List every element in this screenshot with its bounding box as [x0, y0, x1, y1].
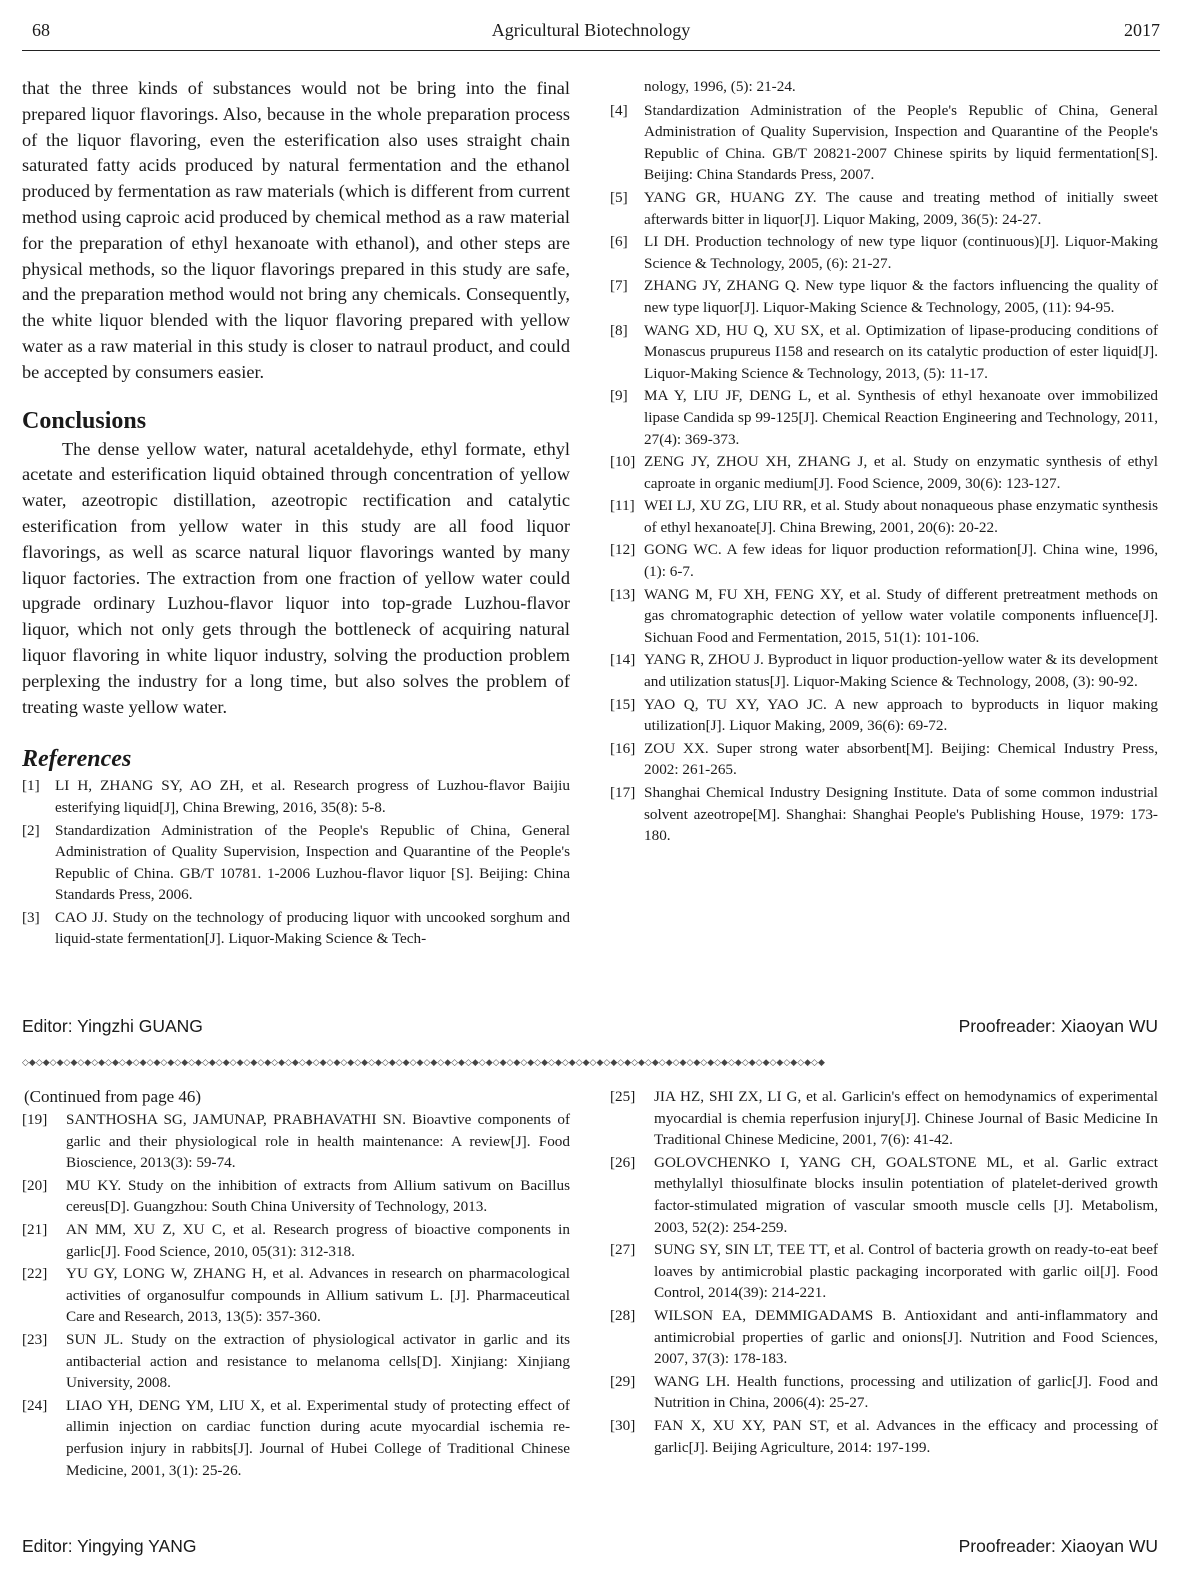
- reference-number: [20]: [22, 1176, 48, 1194]
- bottom-right-column: [610, 1086, 1158, 1459]
- bottom-left-column: [22, 1086, 570, 1482]
- reference-number: [17]: [610, 784, 636, 801]
- top-right-column: [610, 76, 1158, 848]
- reference-item: [610, 385, 1158, 450]
- reference-text: WILSON EA, DEMMIGADAMS B. Antioxidant and anti-inflammatory and antimicrobial properties of garlic and onions[J]. Nutrition and Food Sciences, 2007, 37(3): 178-183.: [654, 1306, 1158, 1368]
- reference-item: [22, 820, 570, 906]
- reference-number: [7]: [610, 277, 628, 295]
- reference-number: [2]: [22, 821, 40, 839]
- reference-number: [19]: [22, 1111, 48, 1128]
- reference-item: [610, 1415, 1158, 1458]
- editor-credits-top: [22, 1016, 1158, 1038]
- body-paragraph: that the three kinds of substances would not be bring into the final prepared liquor flavorings. Also, because in the whole preparation process of the liquor flavoring, even the esterification also uses straight chain saturated fatty acids produced by natural fermentation and the ethanol produced by fermentation as raw materials (which is different from current method using caproic acid produced by chemical method as a raw material for the preparation of ethyl hexanoate with ethanol), and other steps are physical methods, so the liquor flavorings prepared in this study are safe, and the preparation method would not bring any chemicals. Consequently, the white liquor blended with the liquor flavoring prepared with yellow water as a raw material in this study is closer to natraul product, and could be accepted by consumers easier.: [22, 78, 570, 382]
- reference-number: [27]: [610, 1241, 636, 1259]
- editor-credits-bottom: [22, 1536, 1158, 1558]
- reference-text: LI H, ZHANG SY, AO ZH, et al. Research progress of Luzhou-flavor Baijiu esterifying liquid[J], China Brewing, 2016, 35(8): 5-8.: [55, 777, 570, 816]
- reference-text: YANG GR, HUANG ZY. The cause and treating method of initially sweet afterwards bitter in liquor[J]. Liquor Making, 2009, 36(5): 24-27.: [644, 188, 1158, 228]
- reference-number: [12]: [610, 541, 636, 559]
- reference-item: [610, 495, 1158, 538]
- reference-number: [23]: [22, 1330, 48, 1348]
- reference-item: [610, 738, 1158, 781]
- reference-text: WANG LH. Health functions, processing and utilization of garlic[J]. Food and Nutrition in China, 2006(4): 25-27.: [654, 1372, 1158, 1412]
- reference-text: Shanghai Chemical Industry Designing Institute. Data of some common industrial solvent azeotrope[M]. Shanghai: Shanghai People's Publishing House, 1979: 173-180.: [644, 784, 1158, 845]
- reference-text: MU KY. Study on the inhibition of extracts from Allium sativum on Bacillus cereus[D]. Guangzhou: South China University of Technology, 2013.: [66, 1176, 570, 1216]
- reference-text: GONG WC. A few ideas for liquor production reformation[J]. China wine, 1996, (1): 6-7.: [644, 541, 1158, 581]
- reference-text: SUNG SY, SIN LT, TEE TT, et al. Control of bacteria growth on ready-to-eat beef loaves by antimicrobial plastic packaging incorporated with garlic oil[J]. Food Control, 2014(39): 214-221.: [654, 1241, 1158, 1302]
- section-divider: ◇◆◇◆◇◆◇◆◇◆◇◆◇◆◇◆◇◆◇◆◇◆◇◆◇◆◇◆◇◆◇◆◇◆◇◆◇◆◇◆◇◆◇◆◇◆◇◆◇◆◇◆◇◆◇◆◇◆◇◆◇◆◇◆◇◆◇◆◇◆◇◆◇◆◇◆◇◆◇◆◇◆◇◆◇◆◇◆◇◆◇◆◇◆◇◆◇◆◇◆◇◆◇◆◇◆◇◆◇◆◇◆◇◆◇◆: [22, 1058, 825, 1068]
- reference-item: [610, 649, 1158, 692]
- reference-text: JIA HZ, SHI ZX, LI G, et al. Garlicin's effect on hemodynamics of experimental myocardial is chemia reperfusion injury[J]. Chinese Journal of Basic Medicine In Traditional Chinese Medicine, 2001, 7(6): 41-42.: [654, 1088, 1158, 1149]
- editor-name: Editor: Yingying YANG: [22, 1536, 197, 1556]
- reference-item: [22, 1395, 570, 1481]
- reference-text: WANG XD, HU Q, XU SX, et al. Optimization of lipase-producing conditions of Monascus prupureus I158 and research on its catalytic production of ester liquid[J]. Liquor-Making Science & Technology, 2013, (5): 11-17.: [644, 321, 1158, 382]
- publication-year: 2017: [1124, 20, 1160, 40]
- reference-text: SUN JL. Study on the extraction of physiological activator in garlic and its antibacterial action and resistance to melanoma cells[D]. Xinjiang: Xinjiang University, 2008.: [66, 1330, 570, 1392]
- reference-list: [22, 1109, 570, 1481]
- reference-number: [28]: [610, 1306, 636, 1324]
- conclusions-heading: Conclusions: [22, 407, 147, 434]
- reference-text: LIAO YH, DENG YM, LIU X, et al. Experimental study of protecting effect of allimin injection on cardiac function during acute myocardial ischemia re-perfusion injury in rabbits[J]. Journal of Hubei College of Traditional Chinese Medicine, 2001, 3(1): 25-26.: [66, 1396, 570, 1479]
- editor-name: Editor: Yingzhi GUANG: [22, 1016, 203, 1036]
- proofreader-name: Proofreader: Xiaoyan WU: [958, 1536, 1158, 1556]
- reference-number: [10]: [610, 453, 636, 471]
- reference-item: [610, 231, 1158, 274]
- reference-item: [610, 694, 1158, 737]
- reference-item: [22, 1175, 570, 1218]
- reference-item: [610, 100, 1158, 186]
- reference-item: [22, 907, 570, 950]
- reference-number: [1]: [22, 777, 40, 795]
- reference-number: [30]: [610, 1416, 636, 1434]
- reference-item: [610, 1152, 1158, 1238]
- reference-text: LI DH. Production technology of new type liquor (continuous)[J]. Liquor-Making Science & Technology, 2005, (6): 21-27.: [644, 233, 1158, 272]
- reference-item: [610, 1305, 1158, 1370]
- reference-item: [610, 187, 1158, 230]
- reference-text: Standardization Administration of the People's Republic of China, General Administration of Quality Supervision, Inspection and Quarantine of the People's Republic of China. GB/T 10781. 1-2006 Luzhou-flavor liquor [S]. Beijing: China Standards Press, 2006.: [55, 821, 570, 904]
- reference-text: Standardization Administration of the People's Republic of China, General Administration of Quality Supervision, Inspection and Quarantine of the People's Republic of China. GB/T 20821-2007 Chinese spirits by liquid fermentation[S]. Beijing: China Standards Press, 2007.: [644, 101, 1158, 184]
- reference-text: CAO JJ. Study on the technology of producing liquor with uncooked sorghum and liquid-state fermentation[J]. Liquor-Making Science & Tech-: [55, 908, 570, 948]
- reference-text: GOLOVCHENKO I, YANG CH, GOALSTONE ML, et al. Garlic extract methylallyl thiosulfinate blocks insulin potentiation of platelet-derived growth factor-stimulated migration of vascular smooth muscle cells [J]. Metabolism, 2003, 52(2): 254-259.: [654, 1153, 1158, 1236]
- reference-item: [610, 584, 1158, 649]
- reference-number: [24]: [22, 1396, 48, 1414]
- reference-item: [610, 275, 1158, 318]
- reference-number: [26]: [610, 1153, 636, 1171]
- reference-list: [22, 775, 570, 950]
- reference-number: [8]: [610, 321, 628, 339]
- reference-text: YANG R, ZHOU J. Byproduct in liquor production-yellow water & its development and utilization status[J]. Liquor-Making Science & Technology, 2008, (3): 90-92.: [644, 651, 1158, 691]
- conclusions-text: The dense yellow water, natural acetaldehyde, ethyl formate, ethyl acetate and esterification liquid obtained through concentration of yellow water, azeotropic distillation, azeotropic rectification and catalytic esterification from yellow water in this study are all food liquor flavorings, as well as scarce natural liquor flavorings wanted by many liquor factories. The extraction from one fraction of yellow water could upgrade ordinary Luzhou-flavor liquor into top-grade Luzhou-flavor liquor, which not only gets through the bottleneck of acquiring natural liquor flavoring in white liquor industry, solving the production problem perplexing the industry for a long time, but also solves the problem of treating waste yellow water.: [22, 438, 570, 717]
- continued-note: (Continued from page 46): [24, 1087, 202, 1106]
- reference-text: WEI LJ, XU ZG, LIU RR, et al. Study about nonaqueous phase enzymatic synthesis of ethyl hexanoate[J]. China Brewing, 2001, 20(6): 20-22.: [644, 497, 1158, 536]
- reference-item: [610, 1371, 1158, 1414]
- page-number: 68: [32, 20, 50, 40]
- reference-item: [22, 775, 570, 818]
- reference-item: [610, 1086, 1158, 1151]
- reference-item: [22, 1329, 570, 1394]
- reference-number: [5]: [610, 188, 628, 206]
- reference-text: SANTHOSHA SG, JAMUNAP, PRABHAVATHI SN. Bioavtive components of garlic and their physiological role in health maintenance: A review[J]. Food Bioscience, 2013(3): 59-74.: [66, 1111, 570, 1172]
- reference-list: [610, 100, 1158, 847]
- reference-item: [610, 539, 1158, 582]
- reference-text: ZOU XX. Super strong water absorbent[M]. Beijing: Chemical Industry Press, 2002: 261-265.: [644, 739, 1158, 779]
- reference-text: ZHANG JY, ZHANG Q. New type liquor & the factors influencing the quality of new type liquor[J]. Liquor-Making Science & Technology, 2005, (11): 94-95.: [644, 277, 1158, 316]
- reference-number: [4]: [610, 101, 628, 119]
- reference-number: [9]: [610, 387, 628, 405]
- reference-number: [13]: [610, 585, 636, 603]
- reference-item: [22, 1263, 570, 1328]
- reference-text: YU GY, LONG W, ZHANG H, et al. Advances in research on pharmacological activities of organosulfur compounds in Allium sativum L. [J]. Pharmaceutical Care and Research, 2013, 13(5): 357-360.: [66, 1265, 570, 1326]
- reference-continuation: nology, 1996, (5): 21-24.: [644, 78, 796, 95]
- reference-number: [22]: [22, 1265, 48, 1283]
- reference-number: [15]: [610, 695, 636, 713]
- reference-item: [610, 451, 1158, 494]
- reference-number: [3]: [22, 908, 40, 926]
- reference-item: [22, 1109, 570, 1174]
- reference-number: [16]: [610, 739, 636, 757]
- reference-item: [610, 320, 1158, 385]
- reference-text: YAO Q, TU XY, YAO JC. A new approach to byproducts in liquor making utilization[J]. Liquor Making, 2009, 36(6): 69-72.: [644, 695, 1158, 735]
- references-heading: References: [22, 746, 132, 773]
- journal-title: Agricultural Biotechnology: [491, 20, 691, 40]
- reference-number: [6]: [610, 233, 628, 251]
- reference-text: ZENG JY, ZHOU XH, ZHANG J, et al. Study on enzymatic synthesis of ethyl caproate in organic medium[J]. Food Science, 2009, 30(6): 123-127.: [644, 453, 1158, 492]
- reference-list: [610, 1086, 1158, 1458]
- reference-number: [25]: [610, 1088, 636, 1105]
- reference-number: [11]: [610, 497, 635, 515]
- reference-item: [610, 782, 1158, 847]
- reference-text: MA Y, LIU JF, DENG L, et al. Synthesis of ethyl hexanoate over immobilized lipase Candida sp 99-125[J]. Chemical Reaction Engineering and Technology, 2011, 27(4): 369-373.: [644, 387, 1158, 448]
- reference-text: AN MM, XU Z, XU C, et al. Research progress of bioactive components in garlic[J]. Food Science, 2010, 05(31): 312-318.: [66, 1220, 570, 1260]
- reference-text: FAN X, XU XY, PAN ST, et al. Advances in the efficacy and processing of garlic[J]. Beijing Agriculture, 2014: 197-199.: [654, 1416, 1158, 1456]
- reference-number: [21]: [22, 1220, 48, 1238]
- reference-item: [610, 1239, 1158, 1304]
- top-left-column: [22, 76, 570, 951]
- page-header: [22, 14, 1160, 51]
- reference-text: WANG M, FU XH, FENG XY, et al. Study of different pretreatment methods on gas chromatographic detection of yellow water volatile components influence[J]. Sichuan Food and Fermentation, 2015, 51(1): 101-106.: [644, 585, 1158, 646]
- proofreader-name: Proofreader: Xiaoyan WU: [958, 1016, 1158, 1036]
- reference-item: [22, 1219, 570, 1262]
- reference-number: [14]: [610, 651, 636, 669]
- reference-number: [29]: [610, 1372, 636, 1390]
